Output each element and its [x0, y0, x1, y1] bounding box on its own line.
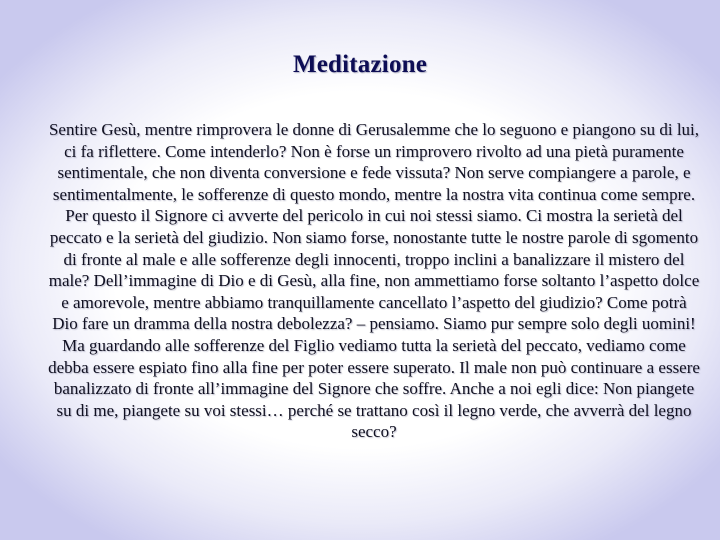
- slide-title: Meditazione: [292, 51, 428, 78]
- slide-body-text: Sentire Gesù, mentre rimprovera le donne di Gerusalemme che lo seguono e piangono su di lui, ci fa riflettere. Come intenderlo? Non è forse un rimprovero rivolto ad una pietà puramente sentimentale, che non diventa conversione e fede vissuta? Non serve compiangere a parole, e sentimentalmente, le sofferenze di questo mondo, mentre la nostra vita continua come sempre. Per questo il Signore ci avverte del pericolo in cui noi stessi siamo. Ci mostra la serietà del peccato e la serietà del giudizio. Non siamo forse, nonostante tutte le nostre parole di sgomento di fronte al male e alle sofferenze degli innocenti, troppo inclini a banalizzare il mistero del male? Dell’immagine di Dio e di Gesù, alla fine, non ammettiamo forse soltanto l’aspetto dolce e amorevole, mentre abbiamo tranquillamente cancellato l’aspetto del giudizio? Come potrà Dio fare un dramma della nostra debolezza? – pensiamo. Siamo pur sempre solo degli uomini! Ma guardando alle sofferenze del Figlio vediamo tutta la serietà del peccato, vediamo come debba essere espiato fino alla fine per poter essere superato. Il male non può continuare a essere banalizzato di fronte all’immagine del Signore che soffre. Anche a noi egli dice: Non piangete su di me, piangete su voi stessi… perché se trattano così il legno verde, che avverrà del legno secco?: [48, 120, 700, 442]
